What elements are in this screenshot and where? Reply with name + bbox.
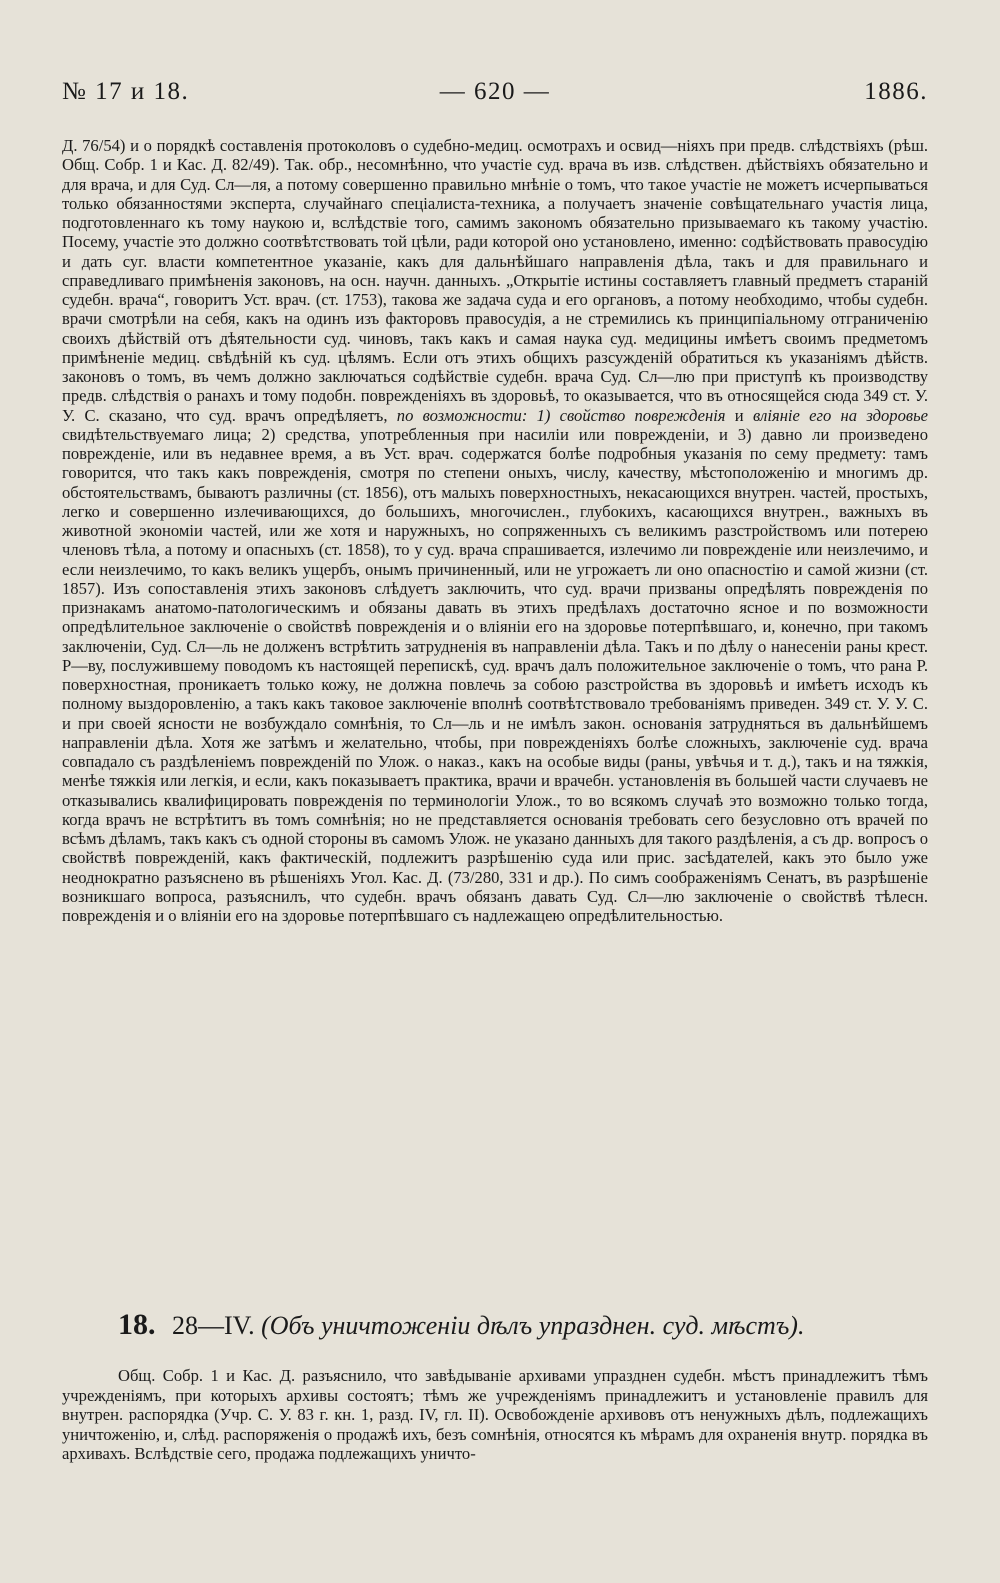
section-text bbox=[62, 1366, 928, 1464]
paragraph bbox=[62, 136, 928, 925]
paragraph: Общ. Собр. 1 и Кас. Д. разъяснило, что завѣдываніе архивами упразднен судебн. мѣстъ принадлежитъ тѣмъ учрежденіямъ, при которыхъ архивы состоятъ; тѣмъ же учрежденіямъ принадлежитъ и установленіе правилъ для внутрен. распорядка (Учр. С. У. 83 г. кн. 1, разд. IV, гл. II). Освобожденіе архивовъ отъ ненужныхъ дѣлъ, подлежащихъ уничтоженію, и, слѣд. распоряженія о продажѣ ихъ, безъ сомнѣнія, относятся къ мѣрамъ для охраненія внутр. порядка въ архивахъ. Вслѣдствіе сего, продажа подлежащихъ уничто- bbox=[62, 1366, 928, 1464]
page-number: — 620 — bbox=[439, 78, 551, 105]
running-header bbox=[62, 78, 928, 118]
main-text bbox=[62, 136, 928, 925]
section-number: 18. bbox=[118, 1308, 156, 1341]
text-run: свидѣтельствуемаго лица; 2) средства, употребленныя при насиліи или поврежденіи, и 3) давно ли произведено поврежденіе, или въ недавнее время, а въ Уст. врач. содержатся болѣе подробныя указанія по сему предмету: тамъ говорится, что такъ какъ поврежденія, смотря по степени оныхъ, числу, качеству, мѣстоположенію и многимъ др. обстоятельствамъ, бываютъ различны (ст. 1856), отъ малыхъ поверхностныхъ, некасающихся внутрен. частей, простыхъ, легко и совершенно излечивающихся, до большихъ, многочислен., глубокихъ, касающихся внутрен., важныхъ въ животной экономіи частей, или же хотя и наружныхъ, но сопряженныхъ съ великимъ разстройствомъ или потерею членовъ тѣла, а потому и опасныхъ (ст. 1858), то у суд. врача спрашивается, излечимо ли поврежденіе или неизлечимо, и если неизлечимо, то какъ великъ ущербъ, онымъ причиненный, или не угрожаетъ ли оно опасностію и самой жизни (ст. 1857). Изъ сопоставленія этихъ законовъ слѣдуетъ заключить, что суд. врачи призваны опредѣлять поврежденія по признакамъ анатомо-патологическимъ и обязаны давать въ этихъ предѣлахъ достаточно ясное и по возможности опредѣлительное заключеніе о свойствѣ поврежденія и о вліяніи его на здоровье потерпѣвшаго, и, конечно, при такомъ заключеніи, Суд. Сл—ль не долженъ встрѣтить затрудненія въ направленіи дѣла. Такъ и по дѣлу о нанесеніи раны крест. Р—ву, послужившему поводомъ къ настоящей перепискѣ, суд. врачъ далъ положительное заключеніе о томъ, что рана Р. поверхностная, проникаетъ только кожу, не должна повлечь за собою разстройства въ здоровьѣ и имѣетъ исходъ къ полному выздоровленію, а такъ какъ таковое заключеніе вполнѣ соотвѣтствовало требованіямъ приведен. 349 ст. У. У. С. и при своей ясности не возбуждало сомнѣнія, то Сл—ль и не имѣлъ закон. основанія затрудняться въ дальнѣйшемъ направленіи дѣла. Хотя же затѣмъ и желательно, чтобы, при поврежденіяхъ болѣе сложныхъ, заключеніе суд. врача совпадало съ раздѣленіемъ поврежденій по Улож. о наказ., какъ на особые виды (раны, увѣчья и т. д.), такъ и на тяжкія, менѣе тяжкія или легкія, и если, какъ показываетъ практика, врачи и врачебн. установленія въ большей части случаевъ не отказывались квалифицировать поврежденія по терминологіи Улож., то во всякомъ случаѣ это возможно только тогда, когда врачъ не встрѣтитъ въ томъ сомнѣнія; но не представляется основанія требовать сего безусловно отъ врачей по всѣмъ дѣламъ, такъ какъ съ одной стороны въ самомъ Улож. не указано данныхъ для такого раздѣленія, а съ др. вопросъ о свойствѣ поврежденій, какъ фактическій, подлежитъ разрѣшенію суда или прис. засѣдателей, какъ это было уже неоднократно разъяснено въ рѣшеніяхъ Угол. Кас. Д. (73/280, 331 и др.). По симъ соображеніямъ Сенатъ, въ разрѣшеніе возникшаго вопроса, разъяснилъ, что судебн. врачъ обязанъ давать Суд. Сл—лю заключеніе о свойствѣ тѣлесн. поврежденія и о вліяніи его на здоровье потерпѣвшаго съ надлежащею опредѣлительностью. bbox=[62, 424, 928, 925]
text-run: и bbox=[734, 405, 744, 425]
italic-run: вліяніе его на здоровье bbox=[752, 405, 929, 425]
issue-number: № 17 и 18. bbox=[62, 78, 190, 105]
year: 1886. bbox=[864, 78, 928, 105]
text-run: Д. 76/54) и о порядкѣ составленія протоколовъ о судебно-медиц. осмотрахъ и освид—ніяхъ при предв. слѣдствіяхъ (рѣш. Общ. Собр. 1 и Кас. Д. 82/49). Так. обр., несомнѣнно, что участіе суд. врача въ изв. слѣдствен. дѣйствіяхъ обязательно и для врача, и для Суд. Сл—ля, а потому совершенно правильно мнѣніе о томъ, что такое участіе не можетъ исчерпываться только обязанностями эксперта, случайнаго спеціалиста-техника, а получаетъ значеніе совѣщательнаго участія лица, подготовленнаго къ тому наукою и, вслѣдствіе того, самимъ закономъ обязательно призываемаго къ такому участію. Посему, участіе это должно соотвѣтствовать той цѣли, ради которой оно установлено, именно: содѣйствовать правосудію и дать суг. власти компетентное указаніе, какъ для дальнѣйшаго направленія дѣла, такъ и для правильнаго и справедливаго примѣненія законовъ, на осн. научн. данныхъ. „Открытіе истины составляетъ главный предметъ стараній судебн. врача“, говоритъ Уст. врач. (ст. 1753), такова же задача суда и его органовъ, а потому необходимо, чтобы судебн. врачи смотрѣли на себя, какъ на одинъ изъ факторовъ правосудія, а не стремились къ принципіальному отграниченію своихъ дѣйствій отъ дѣятельности суд. чиновъ, такъ какъ и самая наука суд. медицины имѣетъ своимъ предметомъ примѣненіе медиц. свѣдѣній къ суд. цѣлямъ. Если отъ этихъ общихъ разсужденій обратиться къ указаніямъ дѣйств. законовъ о томъ, въ чемъ должно заключаться содѣйствіе судебн. врача Суд. Сл—лю при приступѣ къ производству предв. слѣдствія о ранахъ и тому подобн. поврежденіяхъ въ здоровьѣ, то оказывается, что въ относящейся сюда 349 ст. У. У. С. сказано, что суд. врачъ опредѣляетъ, bbox=[62, 136, 928, 425]
section-heading bbox=[118, 1308, 938, 1342]
section-title: (Объ уничтоженіи дѣлъ упразднен. суд. мѣстъ). bbox=[261, 1311, 805, 1340]
italic-run: по возможности: 1) свойство поврежденія bbox=[396, 405, 726, 425]
section-date: 28—IV. bbox=[172, 1311, 255, 1340]
